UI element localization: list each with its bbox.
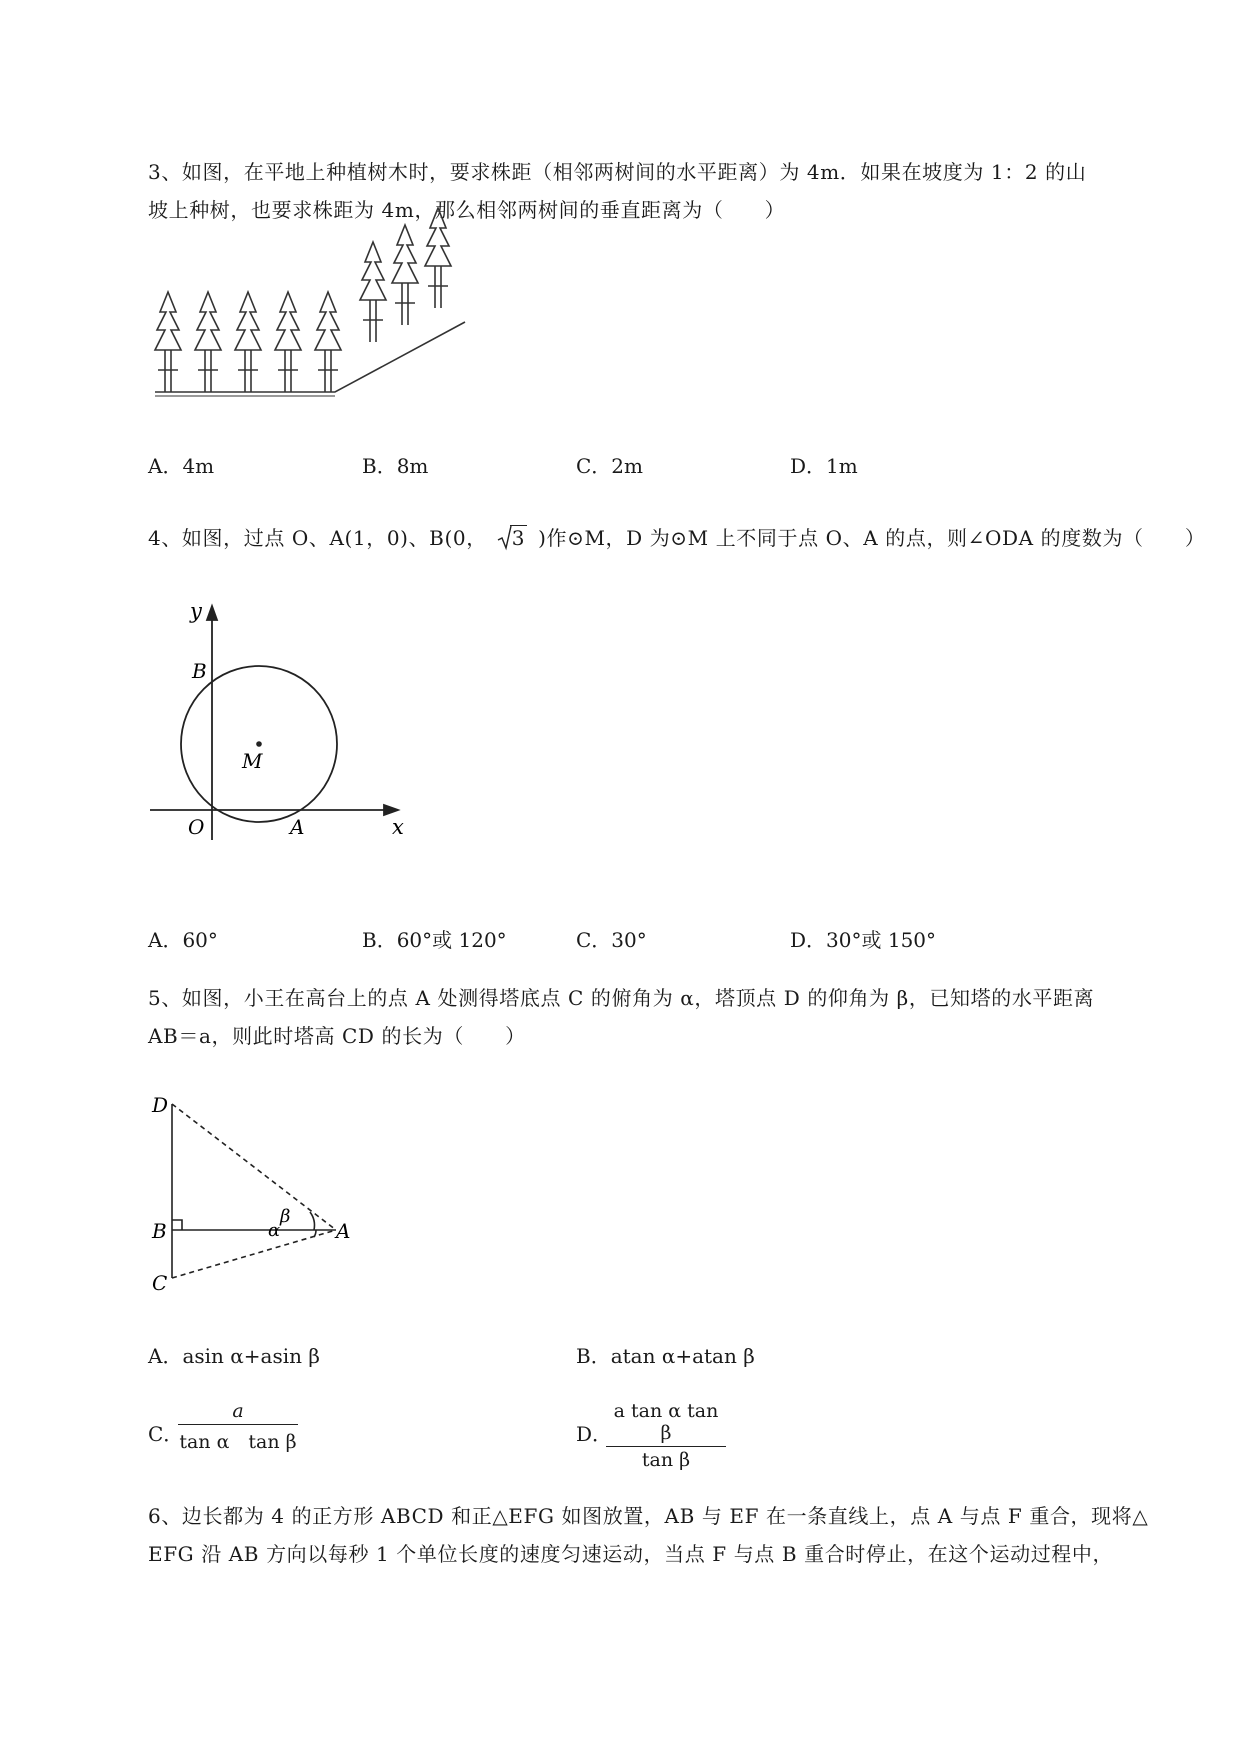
q4-text-suffix: )作⊙M，D 为⊙M 上不同于点 O、A 的点，则∠ODA 的度数为（ ） [538, 526, 1206, 550]
q3-option-d[interactable]: D．1m [790, 454, 858, 478]
q5-label-b: B [152, 1219, 167, 1243]
q4-sqrt [498, 524, 527, 552]
q5-option-d-denominator: tan β [641, 1449, 691, 1471]
q4-label-y: y [190, 599, 202, 623]
q5-option-d-label[interactable]: D． [576, 1422, 613, 1446]
q5-option-d-fraction[interactable] [606, 1400, 726, 1471]
q5-option-c-fraction[interactable] [178, 1400, 298, 1454]
q5-option-c-numerator: a [178, 1400, 298, 1425]
q3-text-line1: 3、如图，在平地上种植树木时，要求株距（相邻两树间的水平距离）为 4m．如果在坡度为 1：2 的山 [148, 160, 1087, 184]
q5-text-line2: AB＝a，则此时塔高 CD 的长为（ ） [148, 1024, 526, 1048]
q3-option-c[interactable]: C．2m [576, 454, 643, 478]
q4-label-a: A [290, 815, 305, 839]
q5-label-c: C [152, 1271, 168, 1295]
q5-label-alpha: α [268, 1220, 281, 1241]
q6-text-line1: 6、边长都为 4 的正方形 ABCD 和正△EFG 如图放置，AB 与 EF 在一条直线上，点 A 与点 F 重合，现将△ [148, 1504, 1149, 1528]
q4-text [148, 524, 1205, 552]
q4-option-d[interactable]: D．30°或 150° [790, 928, 937, 952]
q4-label-b: B [192, 659, 207, 683]
q6-text-line2: EFG 沿 AB 方向以每秒 1 个单位长度的速度匀速运动，当点 F 与点 B 重合时停止，在这个运动过程中， [148, 1542, 1114, 1566]
q4-circle-figure [146, 599, 416, 844]
q3-option-a[interactable]: A．4m [148, 454, 215, 478]
q4-option-b[interactable]: B．60°或 120° [362, 928, 507, 952]
q5-label-a: A [336, 1219, 351, 1243]
q5-option-c-label[interactable]: C． [148, 1422, 184, 1446]
q5-label-beta: β [280, 1206, 291, 1227]
q3-text-line2: 坡上种树，也要求株距为 4m，那么相邻两树间的垂直距离为（ ） [148, 198, 786, 222]
q4-label-x: x [392, 815, 404, 839]
q4-option-c[interactable]: C．30° [576, 928, 647, 952]
q5-option-d-numerator: a tan α tan β [606, 1400, 726, 1447]
q3-tree-slope-figure [150, 262, 470, 402]
q5-text-line1: 5、如图，小王在高台上的点 A 处测得塔底点 C 的俯角为 α，塔顶点 D 的仰角为 β，已知塔的水平距离 [148, 986, 1095, 1010]
q4-label-o: O [188, 815, 205, 839]
q5-option-b[interactable]: B．atan α+atan β [576, 1344, 755, 1368]
q5-label-d: D [152, 1093, 169, 1117]
q5-tower-figure [150, 1090, 360, 1300]
q4-sqrt-radicand: 3 [511, 526, 526, 550]
q5-option-a[interactable]: A．asin α+asin β [148, 1344, 320, 1368]
q4-label-m: M [242, 749, 263, 773]
q4-text-prefix: 4、如图，过点 O、A(1，0)、B(0， [148, 526, 487, 550]
q5-option-c-denominator: tan α tan β [179, 1431, 297, 1453]
q3-option-b[interactable]: B．8m [362, 454, 429, 478]
q4-option-a[interactable]: A．60° [148, 928, 218, 952]
